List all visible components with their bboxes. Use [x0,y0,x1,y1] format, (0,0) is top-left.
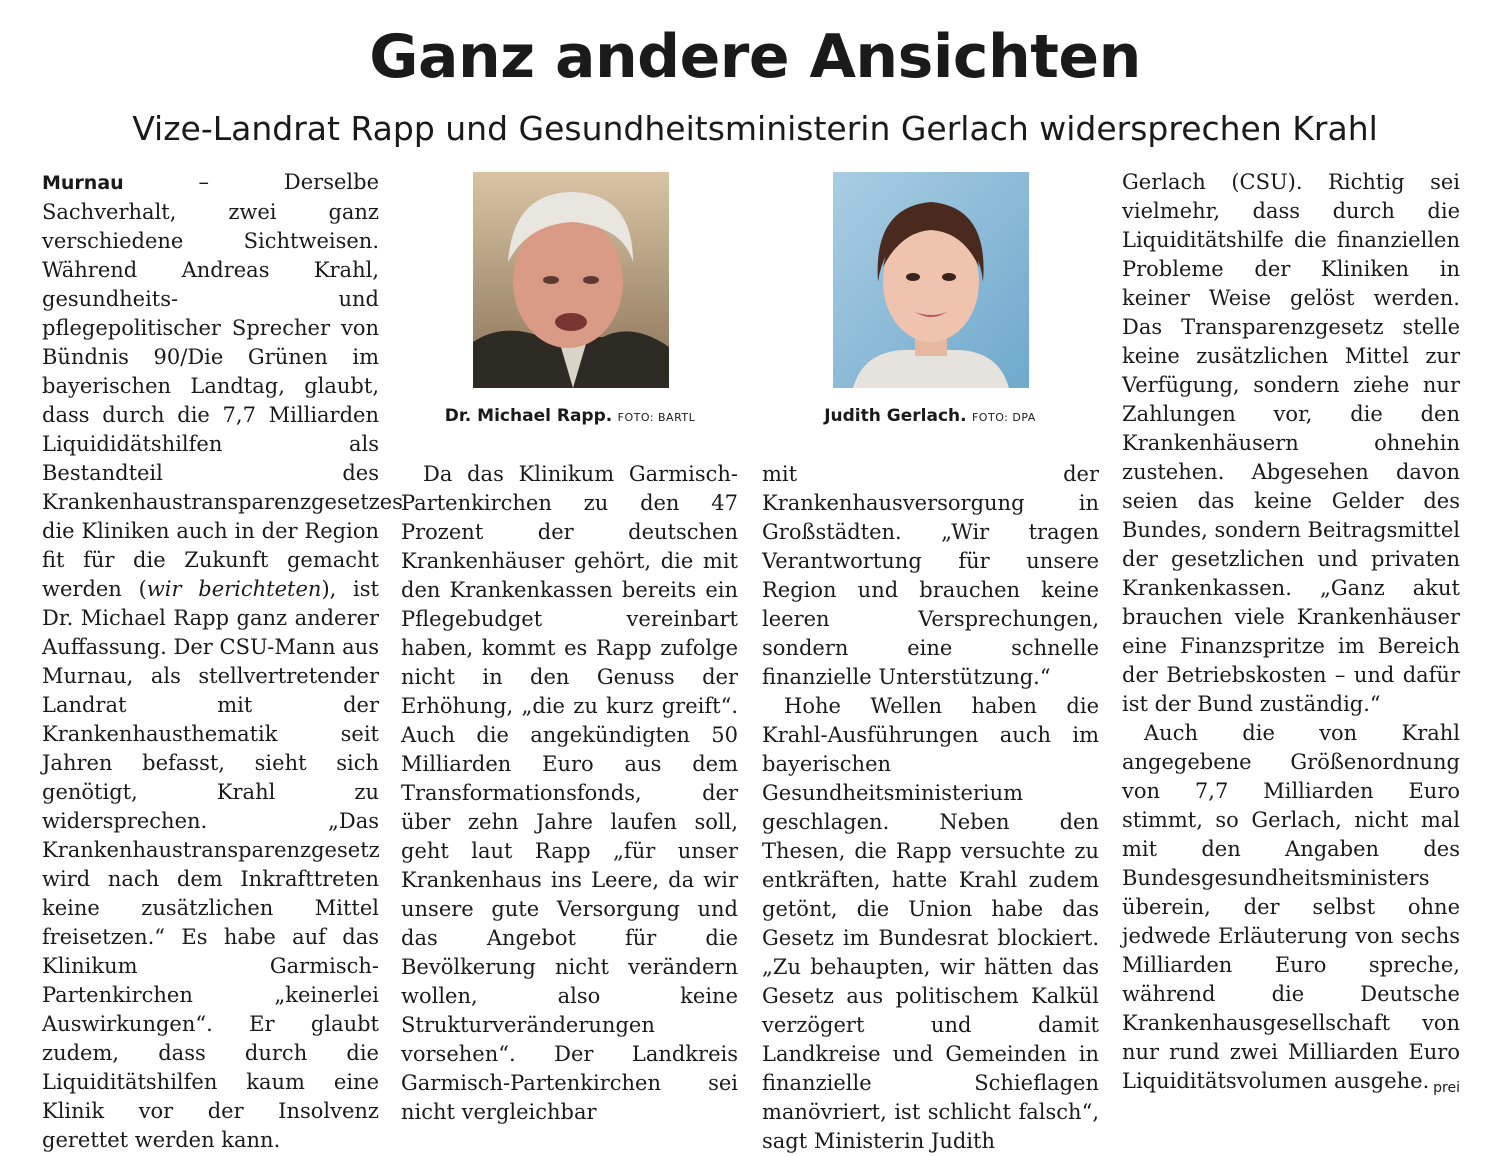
article-column-1 [42,168,403,1155]
caption-name: Dr. Michael Rapp. [444,406,613,426]
italic-reference: wir berichteten [146,577,322,601]
author-initials: prei [1433,1080,1460,1096]
dateline: Murnau [42,172,124,194]
photo-credit: FOTO: DPA [971,411,1036,424]
article-column-3 [762,460,1099,1156]
paragraph: Hohe Wellen haben die Krahl-Ausführungen auch im bayerischen Gesundheitsministerium geschlagen. Neben den Thesen, die Rapp versuchte zu entkräften, hatte Krahl zudem getönt, die Union habe das Gesetz im Bundesrat blockiert. „Zu behaupten, wir hätten das Gesetz aus politischem Kalkül verzögert und damit Landkreise und Gemeinden in finanzielle Schieflagen manövriert, ist schlicht falsch“, sagt Ministerin Judith [762,694,1099,1153]
paragraph [42,168,403,1155]
photo-caption-gerlach [765,404,1095,430]
article-column-4 [1122,168,1460,1096]
paragraph: mit der Krankenhausversorgung in Großstädten. „Wir tragen Verantwortung für unsere Region und brauchen keine leeren Versprechungen, sondern eine schnelle finanzielle Unterstützung.“ [762,462,1099,689]
photo-judith-gerlach [833,172,1029,388]
headline: Ganz andere Ansichten [369,22,1141,92]
subheadline: Vize-Landrat Rapp und Gesundheitsministerin Gerlach widersprechen Krahl [132,109,1378,148]
caption-name: Judith Gerlach. [824,406,967,426]
paragraph: Gerlach (CSU). Richtig sei vielmehr, dass durch die Liquiditätshilfe die finanziellen Probleme der Kliniken in keiner Weise gelöst werden. Das Transparenzgesetz stelle keine zusätzlichen Mittel zur Verfügung, sondern ziehe nur Zahlungen vor, die den Krankenhäusern ohnehin zustehen. Abgesehen davon seien das keine Gelder des Bundes, sondern Beitragsmittel der gesetzlichen und privaten Krankenkassen. „Ganz akut brauchen viele Krankenhäuser eine Finanzspritze im Bereich der Betriebskosten – und dafür ist der Bund zuständig.“ [1122,170,1460,716]
photo-credit: FOTO: BARTL [617,411,696,424]
photo-michael-rapp [473,172,669,388]
paragraph: Auch die von Krahl angegebene Größenordnung von 7,7 Milliarden Euro stimmt, so Gerlach, nicht mal mit den Angaben des Bundesgesundheitsministers überein, der selbst ohne jedwede Erläuterung von sechs Milliarden Euro spreche, während die Deutsche Krankenhausgesellschaft von nur rund zwei Milliarden Euro Liquiditätsvolumen ausgehe. [1122,721,1460,1093]
article-column-2 [401,460,738,1127]
paragraph: Da das Klinikum Garmisch-Partenkirchen zu den 47 Prozent der deutschen Krankenhäuser gehört, die mit den Krankenkassen bereits ein Pflegebudget vereinbart haben, kommt es Rapp zufolge nicht in den Genuss der Erhöhung, „die zu kurz greift“. Auch die angekündigten 50 Milliarden Euro aus dem Transformationsfonds, der über zehn Jahre laufen soll, geht laut Rapp „für unser Krankenhaus ins Leere, da wir unsere gute Versorgung und das Angebot für die Bevölkerung nicht verändern wollen, also keine Strukturveränderungen vorsehen“. Der Landkreis Garmisch-Partenkirchen sei nicht vergleichbar [401,462,738,1124]
photo-caption-rapp [405,404,735,430]
paragraph-text: – Derselbe Sachverhalt, zwei ganz verschiedene Sichtweisen. Während Andreas Krahl, gesundheits- und pflegepolitischer Sprecher von Bündnis 90/Die Grünen im bayerischen Landtag, glaubt, dass durch die 7,7 Milliarden Liquididätshilfen als Bestandteil des Krankenhaustransparenzgesetzes die Kliniken auch in der Region fit für die Zukunft gemacht werden ( [42,170,403,601]
paragraph-text: ), ist Dr. Michael Rapp ganz anderer Auffassung. Der CSU-Mann aus Murnau, als stellvertretender Landrat mit der Krankenhausthematik seit Jahren befasst, sieht sich genötigt, Krahl zu widersprechen. „Das Krankenhaustransparenzgesetz wird nach dem Inkrafttreten keine zusätzlichen Mittel freisetzen.“ Es habe auf das Klinikum Garmisch-Partenkirchen „keinerlei Auswirkungen“. Er glaubt zudem, dass durch die Liquiditätshilfen kaum eine Klinik vor der Insolvenz gerettet werden kann. [42,577,380,1152]
